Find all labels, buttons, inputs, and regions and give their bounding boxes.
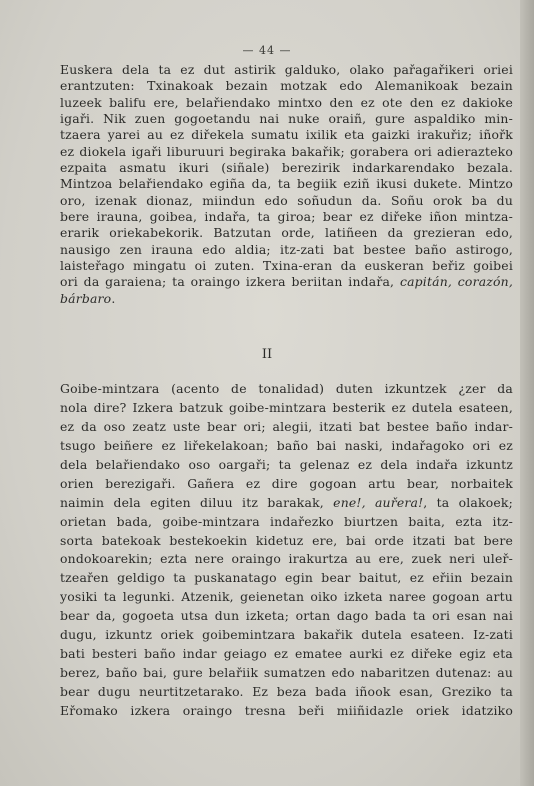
text-line: bere irauna, goibea, indařa, ta giroa; bear ez diřeke iñon mintza- <box>60 209 513 225</box>
italic-text: bárbaro <box>60 290 112 306</box>
text-line: nausigo zen irauna edo aldia; itz-zati bat bestee baño astirogo, <box>60 241 513 257</box>
text-line: erarik oriekabekorik. Batzutan orde, latiñeen da grezieran edo, <box>60 225 513 241</box>
text-line: luzeek balifu ere, belařiendako mintxo den ez ote den ez dakioke <box>60 94 513 110</box>
text-line: tsugo beiñere ez liřekelakoan; baño bai naski, indařagoko ori ez <box>60 437 513 453</box>
page-number: — 44 — <box>242 44 292 57</box>
paragraph-block-top <box>60 62 513 307</box>
text-line: erantzuten: Txinakoak bezain motzak edo Alemanikoak bezain <box>60 78 513 94</box>
text-line: bear da, gogoeta utsa dun izketa; ortan dago bada ta ori esan nai <box>60 608 513 624</box>
text-line: bati besteri baño indar geiago ez ematee aurki ez diřeke egiz eta <box>60 646 513 662</box>
text-line: orien berezigaři. Gañera ez dire gogoan artu bear, norbaitek <box>60 475 513 491</box>
text-line: ez diokela igaři liburuuri begiraka bakařik; gorabera ori adierazteko <box>60 143 513 159</box>
text-line: nola dire? Izkera batzuk goibe-mintzara besterik ez dutela esateen, <box>60 399 513 415</box>
text-line: dela belařiendako oso oargaři; ta gelenaz ez dela indařa izkuntz <box>60 456 513 472</box>
text-line: Eřomako izkera oraingo tresna beři miiñidazle oriek idatziko <box>60 702 513 718</box>
text-line <box>60 291 513 307</box>
text-line: ondokoarekin; ezta nere oraingo irakurtza au ere, zuek neri uleř- <box>60 551 513 567</box>
text-line: igaři. Nik zuen gogoetandu nai nuke oraiñ, gure aspaldiko min- <box>60 111 513 127</box>
line-text: , ta olakoek; <box>423 494 513 510</box>
text-line: tzeařen geldigo ta puskanatago egin bear baitut, ez eřiin bezain <box>60 570 513 586</box>
text-line: orietan bada, goibe-mintzara indařezko biurtzen baita, ezta itz- <box>60 513 513 529</box>
italic-text: capitán, corazón, <box>399 274 513 290</box>
text-line: tzaera yarei au ez diřekela sumatu ixilik eta gaizki irakuřiz; iñořk <box>60 127 513 143</box>
text-line: Mintzoa belařiendako egiña da, ta begiik eziñ ikusi dukete. Mintzo <box>60 176 513 192</box>
line-text: . <box>111 290 116 306</box>
italic-text: ene!, auřera! <box>333 494 424 510</box>
text-line: berez, baño bai, gure belařiik sumatzen edo nabaritzen dutenaz: au <box>60 665 513 681</box>
section-heading: II <box>261 347 273 362</box>
text-line <box>60 494 513 513</box>
line-text: ori da garaiena; ta oraingo izkera beriitan indařa, <box>60 274 400 290</box>
text-line: Goibe-mintzara (acento de tonalidad) duten izkuntzek ¿zer da <box>60 381 513 396</box>
text-line: dugu, izkuntz oriek goibemintzara bakařik dutela esateen. Iz-zati <box>60 627 513 643</box>
text-line <box>60 274 513 290</box>
text-line: Euskera dela ta ez dut astirik galduko, olako pařagařikeri oriei <box>60 62 513 77</box>
line-text: naimin dela egiten diluu itz barakak, <box>60 494 334 510</box>
paragraph-block-bottom <box>60 380 513 721</box>
text-line: ez da oso zeatz uste bear ori; alegii, itzati bat bestee baño indar- <box>60 418 513 434</box>
page-edge-shadow <box>520 0 534 786</box>
text-line: bear dugu neurtitzetarako. Ez beza bada iñook esan, Greziko ta <box>60 684 513 699</box>
text-line: sorta batekoak bestekoekin kidetuz ere, bai orde itzati bat bere <box>60 532 513 548</box>
text-line: ezpaita asmatu ikuri (siñale) berezirik indarkarendako bezala. <box>60 160 513 176</box>
text-line: oro, izenak dionaz, miindun edo soñudun da. Soñu orok ba du <box>60 192 513 208</box>
text-line: yosiki ta legunki. Atzenik, geienetan oiko izketa naree gogoan artu <box>60 589 513 605</box>
text-line: laisteřago mingatu oi zuten. Txina-eran da euskeran beřiz goibei <box>60 258 513 274</box>
